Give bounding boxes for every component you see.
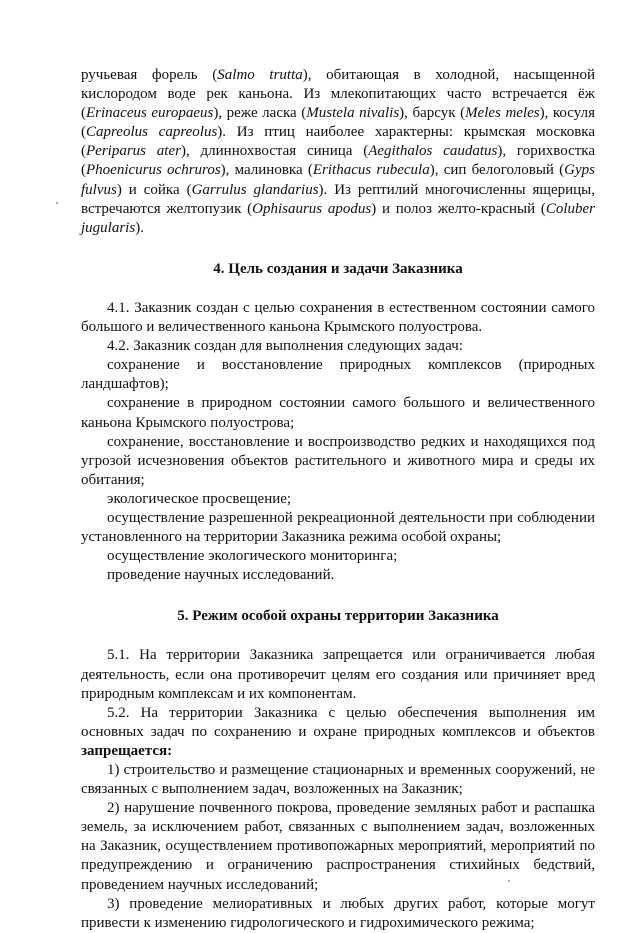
intro-text-segment: ), косуля ( xyxy=(81,105,595,141)
task-item: сохранение, восстановление и воспроизводство редких и находящихся под угрозой исчезновения объектов растительного и животного мира и среды их обитания; xyxy=(81,433,595,488)
section-4-1-paragraph: 4.1. Заказник создан с целью сохранения в естественном состоянии самого большого и величественного каньона Крымского полуострова. xyxy=(81,299,595,336)
latin-species-name: Erinaceus europaeus xyxy=(86,105,214,122)
latin-species-name: Meles meles xyxy=(465,105,540,122)
latin-species-name: Gyps fulvus xyxy=(81,162,595,198)
intro-text-segment: ), сип белоголовый ( xyxy=(429,162,565,179)
section-5-2-paragraph xyxy=(81,704,595,761)
prohibited-label: запрещается: xyxy=(81,742,173,759)
section-4-2-paragraph: 4.2. Заказник создан для выполнения следующих задач: xyxy=(107,338,463,355)
task-item: сохранение в природном состоянии самого большого и величественного каньона Крымского полуострова; xyxy=(81,395,595,431)
section-5-2-text: 5.2. На территории Заказника с целью обеспечения выполнения им основных задач по сохранению и охране природных комплексов и объектов xyxy=(81,704,595,740)
document-page xyxy=(81,66,595,933)
prohibition-item: 3) проведение мелиоративных и любых других работ, которые могут привести к изменению гидрологического и гидрохимического режима; xyxy=(81,895,595,931)
intro-text-segment: ), барсук ( xyxy=(399,105,466,122)
latin-species-name: Periparus ater xyxy=(86,143,181,160)
latin-species-name: Salmo trutta xyxy=(217,67,303,83)
section-5-heading: 5. Режим особой охраны территории Заказника xyxy=(177,608,499,625)
section-4-heading: 4. Цель создания и задачи Заказника xyxy=(213,260,463,277)
latin-species-name: Phoenicurus ochruros xyxy=(86,162,221,179)
scan-speck xyxy=(508,880,510,882)
section-5-1-paragraph: 5.1. На территории Заказника запрещается или ограничивается любая деятельность, если она противоречит целям его создания или причиняет вред природным комплексам и их компонентам. xyxy=(81,647,595,702)
scan-speck xyxy=(56,202,58,204)
intro-text-segment: ), обитающая в холодной, насыщенной кислородом воде рек каньона. Из млекопитающих часто встречается ёж ( xyxy=(81,67,595,122)
latin-species-name: Aegithalos caudatus xyxy=(368,143,498,160)
prohibition-item: 1) строительство и размещение стационарных и временных сооружений, не связанных с выполнением задач, возложенных на Заказник; xyxy=(81,762,595,798)
intro-text-segment: ). xyxy=(135,219,144,236)
intro-text-segment: ), длиннохвостая синица ( xyxy=(180,143,369,160)
task-item: осуществление экологического мониторинга; xyxy=(107,548,398,565)
task-item: сохранение и восстановление природных комплексов (природных ландшафтов); xyxy=(81,357,595,393)
intro-paragraph xyxy=(81,66,595,238)
intro-text-segment: ). Из птиц наиболее характерны: крымская московка ( xyxy=(81,124,595,160)
latin-species-name: Capreolus capreolus xyxy=(86,124,218,141)
task-item: осуществление разрешенной рекреационной деятельности при соблюдении установленного на территории Заказника режима особой охраны; xyxy=(81,509,595,546)
task-item: проведение научных исследований. xyxy=(107,567,335,584)
latin-species-name: Garrulus glandarius xyxy=(191,181,319,198)
intro-text-segment: ручьевая форель ( xyxy=(81,67,218,83)
latin-species-name: Mustela nivalis xyxy=(306,105,400,122)
intro-text-segment: ), реже ласка ( xyxy=(213,105,307,122)
task-item: экологическое просвещение; xyxy=(107,490,292,507)
intro-text-segment: ). Из рептилий многочисленны ящерицы, встречаются желтопузик ( xyxy=(81,181,596,217)
intro-text-segment: ), горихвостка ( xyxy=(81,143,596,179)
latin-species-name: Erithacus rubecula xyxy=(312,162,430,179)
intro-text-segment: ), малиновка ( xyxy=(220,162,313,179)
latin-species-name: Ophisaurus apodus xyxy=(252,200,372,217)
intro-text-segment: ) и сойка ( xyxy=(116,181,192,198)
latin-species-name: Coluber jugularis xyxy=(81,200,596,236)
prohibition-item: 2) нарушение почвенного покрова, проведение земляных работ и распашка земель, за исключением работ, связанных с выполнением задач, возложенных на Заказник, осуществлением противопожарных мероприятий, мероприятий по предупреждению и ограничению распространения стихийных бедствий, проведением научных исследований; xyxy=(81,800,595,893)
intro-text-segment: ) и полоз желто-красный ( xyxy=(371,200,546,217)
